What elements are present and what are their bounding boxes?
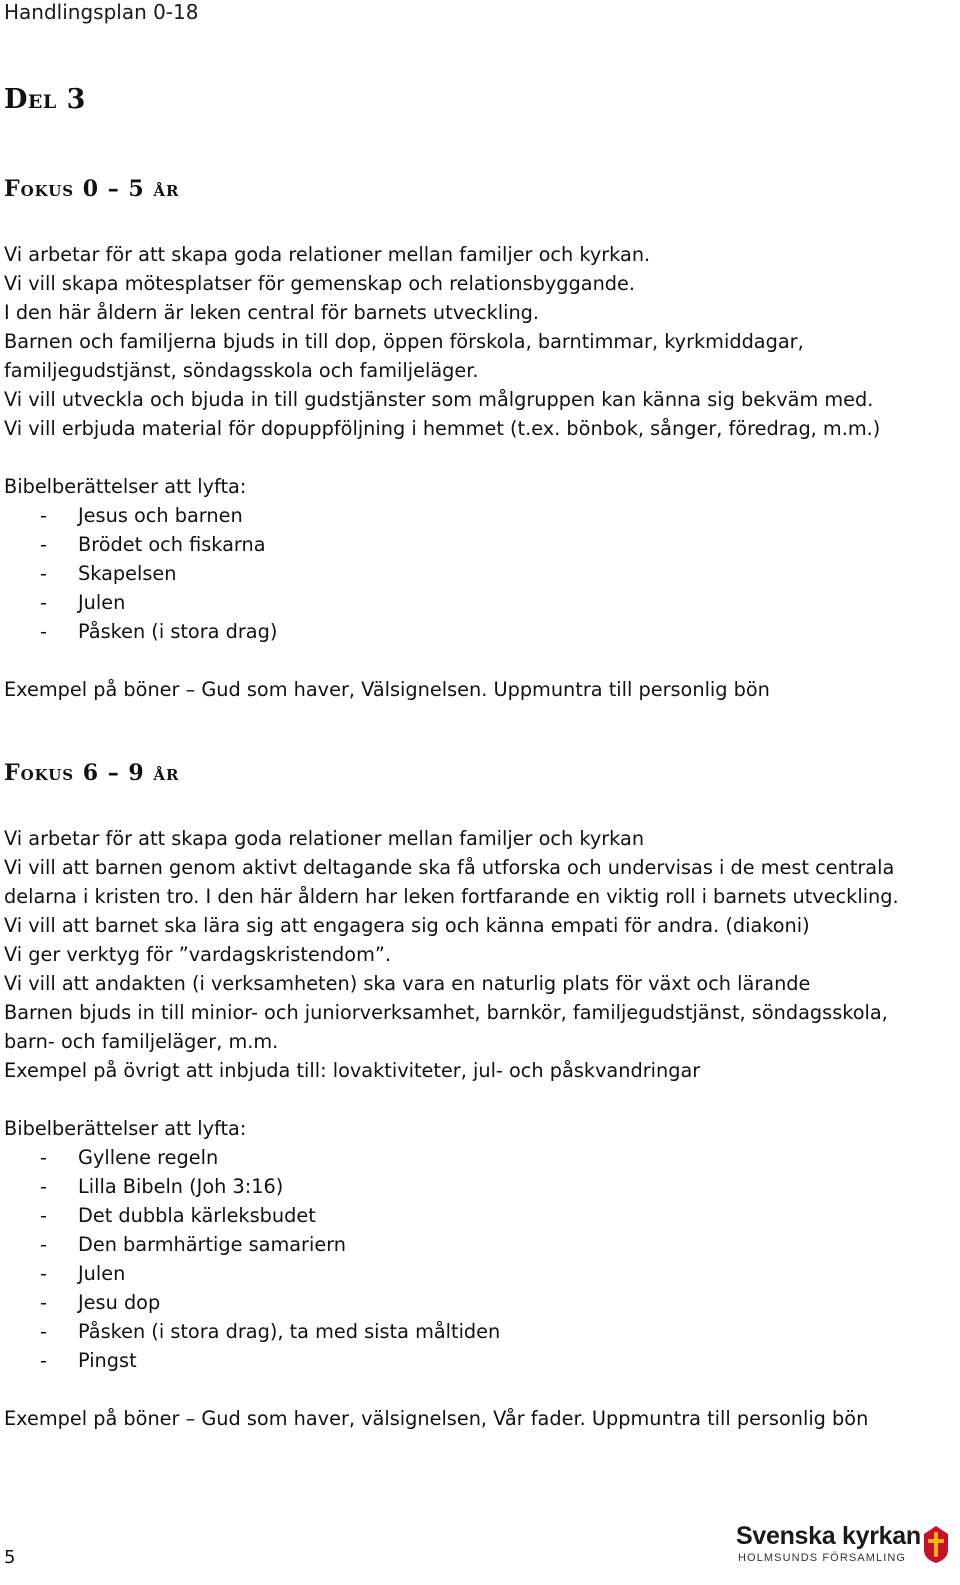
paragraph-line: barn- och familjeläger, m.m. (4, 1030, 279, 1053)
list-item: - Pingst (4, 1346, 954, 1375)
list-item: - Den barmhärtige samariern (4, 1230, 954, 1259)
section-heading-6-9: Fokus 6 – 9 år (4, 760, 180, 786)
paragraph-line: Exempel på övrigt att inbjuda till: lovaktiviteter, jul- och påskvandringar (4, 1059, 701, 1082)
svenska-kyrkan-logo (736, 1522, 950, 1570)
list-item: - Påsken (i stora drag), ta med sista måltiden (4, 1317, 954, 1346)
list-marker: - (40, 562, 47, 585)
paragraph-line: Vi vill att barnen genom aktivt deltagande ska få utforska och undervisas i de mest centrala (4, 856, 895, 879)
page-number: 5 (4, 1547, 16, 1568)
stories-label: Bibelberättelser att lyfta: (4, 475, 247, 498)
list-item: - Påsken (i stora drag) (4, 617, 954, 646)
paragraph-line: Barnen och familjerna bjuds in till dop, öppen förskola, barntimmar, kyrkmiddagar, (4, 330, 804, 353)
paragraph-line: Vi vill utveckla och bjuda in till gudstjänster som målgruppen kan känna sig bekväm med. (4, 388, 874, 411)
paragraph-line: Vi arbetar för att skapa goda relationer mellan familjer och kyrkan (4, 827, 645, 850)
paragraph-line: Vi vill skapa mötesplatser för gemenskap och relationsbyggande. (4, 272, 636, 295)
stories-list (4, 1143, 954, 1375)
paragraph-line: Vi vill att barnet ska lära sig att engagera sig och känna empati för andra. (diakoni) (4, 914, 810, 937)
list-marker: - (40, 1349, 47, 1372)
list-item: - Det dubbla kärleksbudet (4, 1201, 954, 1230)
page-title: Del 3 (4, 84, 86, 115)
paragraph-line: Barnen bjuds in till minior- och juniorverksamhet, barnkör, familjegudstjänst, söndagsskola, (4, 1001, 888, 1024)
list-item: - Jesus och barnen (4, 501, 954, 530)
logo-subtitle: HOLMSUNDS FÖRSAMLING (738, 1552, 907, 1564)
paragraph-line: I den här åldern är leken central för barnets utveckling. (4, 301, 540, 324)
paragraph-line: Vi arbetar för att skapa goda relationer mellan familjer och kyrkan. (4, 243, 651, 266)
paragraph-line: familjegudstjänst, söndagsskola och familjeläger. (4, 359, 479, 382)
list-item: - Julen (4, 588, 954, 617)
paragraph-line: delarna i kristen tro. I den här åldern har leken fortfarande en viktig roll i barnets utveckling. (4, 885, 899, 908)
list-marker: - (40, 504, 47, 527)
list-item: - Lilla Bibeln (Joh 3:16) (4, 1172, 954, 1201)
section-heading-0-5: Fokus 0 – 5 år (4, 176, 180, 202)
paragraph-line: Vi ger verktyg för ”vardagskristendom”. (4, 943, 391, 966)
list-item: - Julen (4, 1259, 954, 1288)
list-marker: - (40, 591, 47, 614)
list-item: - Gyllene regeln (4, 1143, 954, 1172)
list-marker: - (40, 1175, 47, 1198)
paragraph-line: Vi vill erbjuda material för dopuppföljning i hemmet (t.ex. bönbok, sånger, föredrag, m.m.) (4, 417, 881, 440)
list-item: - Skapelsen (4, 559, 954, 588)
stories-label: Bibelberättelser att lyfta: (4, 1117, 247, 1140)
list-item: - Brödet och fiskarna (4, 530, 954, 559)
running-header: Handlingsplan 0-18 (4, 0, 199, 24)
list-marker: - (40, 620, 47, 643)
list-marker: - (40, 1204, 47, 1227)
list-marker: - (40, 1146, 47, 1169)
list-marker: - (40, 1291, 47, 1314)
cross-icon (922, 1524, 950, 1564)
list-marker: - (40, 533, 47, 556)
list-marker: - (40, 1320, 47, 1343)
stories-list (4, 501, 954, 646)
list-item: - Jesu dop (4, 1288, 954, 1317)
logo-name: Svenska kyrkan (736, 1522, 921, 1550)
list-marker: - (40, 1233, 47, 1256)
section-6-9-body (4, 824, 954, 1433)
list-marker: - (40, 1262, 47, 1285)
paragraph-line: Vi vill att andakten (i verksamheten) ska vara en naturlig plats för växt och lärande (4, 972, 811, 995)
prayers-line: Exempel på böner – Gud som haver, Välsignelsen. Uppmuntra till personlig bön (4, 678, 770, 701)
prayers-line: Exempel på böner – Gud som haver, välsignelsen, Vår fader. Uppmuntra till personlig bön (4, 1407, 869, 1430)
section-0-5-body (4, 240, 954, 704)
